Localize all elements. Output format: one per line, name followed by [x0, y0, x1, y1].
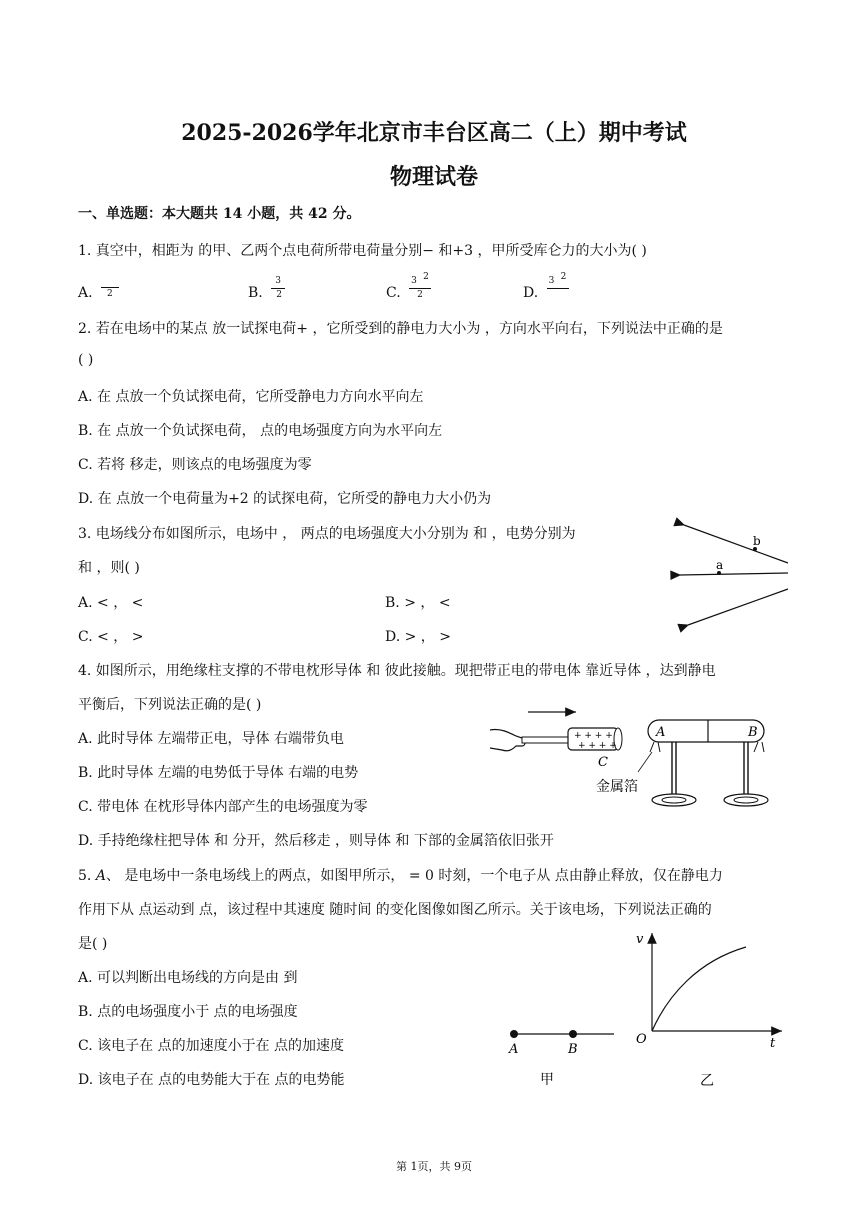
q1-option-b-num: 3 — [275, 276, 281, 286]
section-header: 一、单选题：本大题共 14 小题，共 42 分。 — [78, 206, 361, 222]
q5-stem-line1 — [78, 865, 723, 885]
q3-option-c: C. < ， > — [78, 629, 144, 645]
q3-stem-line2: 和 ，则( ) — [78, 560, 140, 576]
q1-option-b-fraction — [267, 276, 297, 304]
body-c-label: C — [598, 755, 608, 770]
q3-option-d: D. > ， > — [385, 629, 451, 645]
stand-a-base — [652, 794, 696, 806]
foil-b — [754, 742, 764, 752]
q5-stem-number: 5. — [78, 868, 92, 884]
q1-option-b-den: 2 — [276, 290, 282, 300]
q4-stem-line2: 平衡后，下列说法正确的是( ) — [78, 697, 262, 713]
q1-option-d-fraction — [543, 272, 577, 304]
q5-option-b: B. 点的电场强度小于 点的电场强度 — [78, 1004, 298, 1020]
point-b-label: b — [753, 534, 761, 548]
q1-option-d-num: 3 — [548, 276, 555, 286]
q5-stem-point-a: A — [95, 868, 106, 884]
point-a-label: A — [509, 1042, 519, 1057]
foil-label: 金属箔 — [596, 779, 638, 795]
q2-stem-line2: ( ) — [78, 352, 94, 368]
q2-option-b: B. 在 点放一个负试探电荷， 点的电场强度方向为水平向左 — [78, 423, 443, 439]
page-footer: 第 1页，共 9页 — [396, 1160, 472, 1173]
exam-subtitle: 物理试卷 — [389, 164, 478, 190]
charges-row1: + + + + — [574, 731, 613, 741]
q1-option-c-num: 3 — [411, 276, 417, 286]
stand-b-base — [724, 794, 768, 806]
point-b-label: B — [568, 1042, 578, 1057]
insulating-rod — [522, 737, 570, 743]
q1-option-a-fraction — [97, 282, 127, 304]
q1-option-c-label: C. — [386, 285, 401, 301]
q1-stem: 1. 真空中，相距为 的甲、乙两个点电荷所带电荷量分别− 和+3 ，甲所受库仑力的大小为( ) — [78, 243, 647, 259]
q1-option-a — [78, 282, 127, 304]
q5-stem-line1-text: 、 是电场中一条电场线上的两点，如图甲所示， = 0 时刻，一个电子从 点由静止释放，仅在静电力 — [105, 868, 723, 884]
q2-option-a: A. 在 点放一个负试探电荷，它所受静电力方向水平向左 — [78, 389, 424, 405]
q2-option-d: D. 在 点放一个电荷量为+2 的试探电荷，它所受的静电力大小仍为 — [78, 491, 492, 507]
figure-jia-caption: 甲 — [540, 1072, 554, 1088]
q5-option-a: A. 可以判断出电场线的方向是由 到 — [78, 970, 298, 986]
axis-t-label: t — [770, 1036, 776, 1051]
q1-option-d-label: D. — [523, 285, 539, 301]
q4-stem-line1: 4. 如图所示，用绝缘柱支撑的不带电枕形导体 和 彼此接触。现把带正电的带电体 靠近导体 ，达到静电 — [78, 663, 716, 679]
point-b-dot — [569, 1030, 577, 1038]
velocity-curve — [652, 947, 746, 1031]
pillow-conductor — [648, 720, 764, 742]
origin-label: O — [636, 1032, 647, 1047]
q5-option-c: C. 该电子在 点的加速度小于在 点的加速度 — [78, 1038, 345, 1054]
q5-stem-line3: 是( ) — [78, 936, 108, 952]
q4-option-a: A. 此时导体 左端带正电，导体 右端带负电 — [78, 731, 344, 747]
field-line-bottom — [688, 589, 788, 625]
q1-option-d-sup: 2 — [560, 272, 567, 282]
q2-option-c: C. 若将 移走，则该点的电场强度为零 — [78, 457, 312, 473]
q1-option-a-den: 2 — [107, 289, 113, 299]
q4-option-c: C. 带电体 在枕形导体内部产生的电场强度为零 — [78, 799, 368, 815]
q3-stem-line1: 3. 电场线分布如图所示，电场中 ， 两点的电场强度大小分别为 和 ，电势分别为 — [78, 526, 576, 542]
point-a-dot — [510, 1030, 518, 1038]
figure-yi-caption: 乙 — [700, 1073, 714, 1089]
q4-conductor-figure — [488, 700, 788, 818]
point-a-label: a — [716, 558, 724, 572]
q3-option-a: A. < ， < — [78, 595, 144, 611]
q4-option-b: B. 此时导体 左端的电势低于导体 右端的电势 — [78, 765, 359, 781]
field-line-top — [684, 525, 788, 563]
q1-option-c-fraction — [405, 272, 439, 304]
q5-stem-line2: 作用下从 点运动到 点，该过程中其速度 随时间 的变化图像如图乙所示。关于该电场，下列说法正确的 — [78, 902, 712, 918]
q3-option-b: B. > ， < — [385, 595, 451, 611]
exam-title: 2025-2026学年北京市丰台区高二（上）期中考试 — [181, 120, 687, 146]
q1-option-a-label: A. — [78, 285, 93, 301]
conductor-b-label: B — [748, 725, 758, 740]
q1-option-c-sup: 2 — [423, 272, 429, 282]
q5-option-d: D. 该电子在 点的电势能大于在 点的电势能 — [78, 1072, 345, 1088]
q5-figure-yi — [628, 925, 788, 1093]
q3-field-lines-figure — [670, 515, 800, 635]
foil-a — [650, 742, 660, 752]
q2-stem-line1: 2. 若在电场中的某点 放一试探电荷+ ，它所受到的静电力大小为 ，方向水平向右，下列说法中正确的是 — [78, 321, 723, 337]
q1-option-d — [523, 272, 577, 304]
hand-outline — [490, 729, 525, 750]
q1-option-b — [248, 276, 297, 304]
axis-v-label: v — [636, 932, 644, 947]
q1-option-b-label: B. — [248, 285, 263, 301]
q5-figure-jia — [500, 1020, 620, 1092]
q1-option-c — [386, 272, 439, 304]
q4-option-d: D. 手持绝缘柱把导体 和 分开，然后移走 ，则导体 和 下部的金属箔依旧张开 — [78, 833, 554, 849]
foil-pointer — [638, 752, 652, 772]
conductor-a-label: A — [656, 725, 666, 740]
q1-option-c-den: 2 — [417, 290, 423, 300]
charges-row2: + + + + — [578, 741, 617, 751]
field-line-middle — [680, 573, 788, 575]
